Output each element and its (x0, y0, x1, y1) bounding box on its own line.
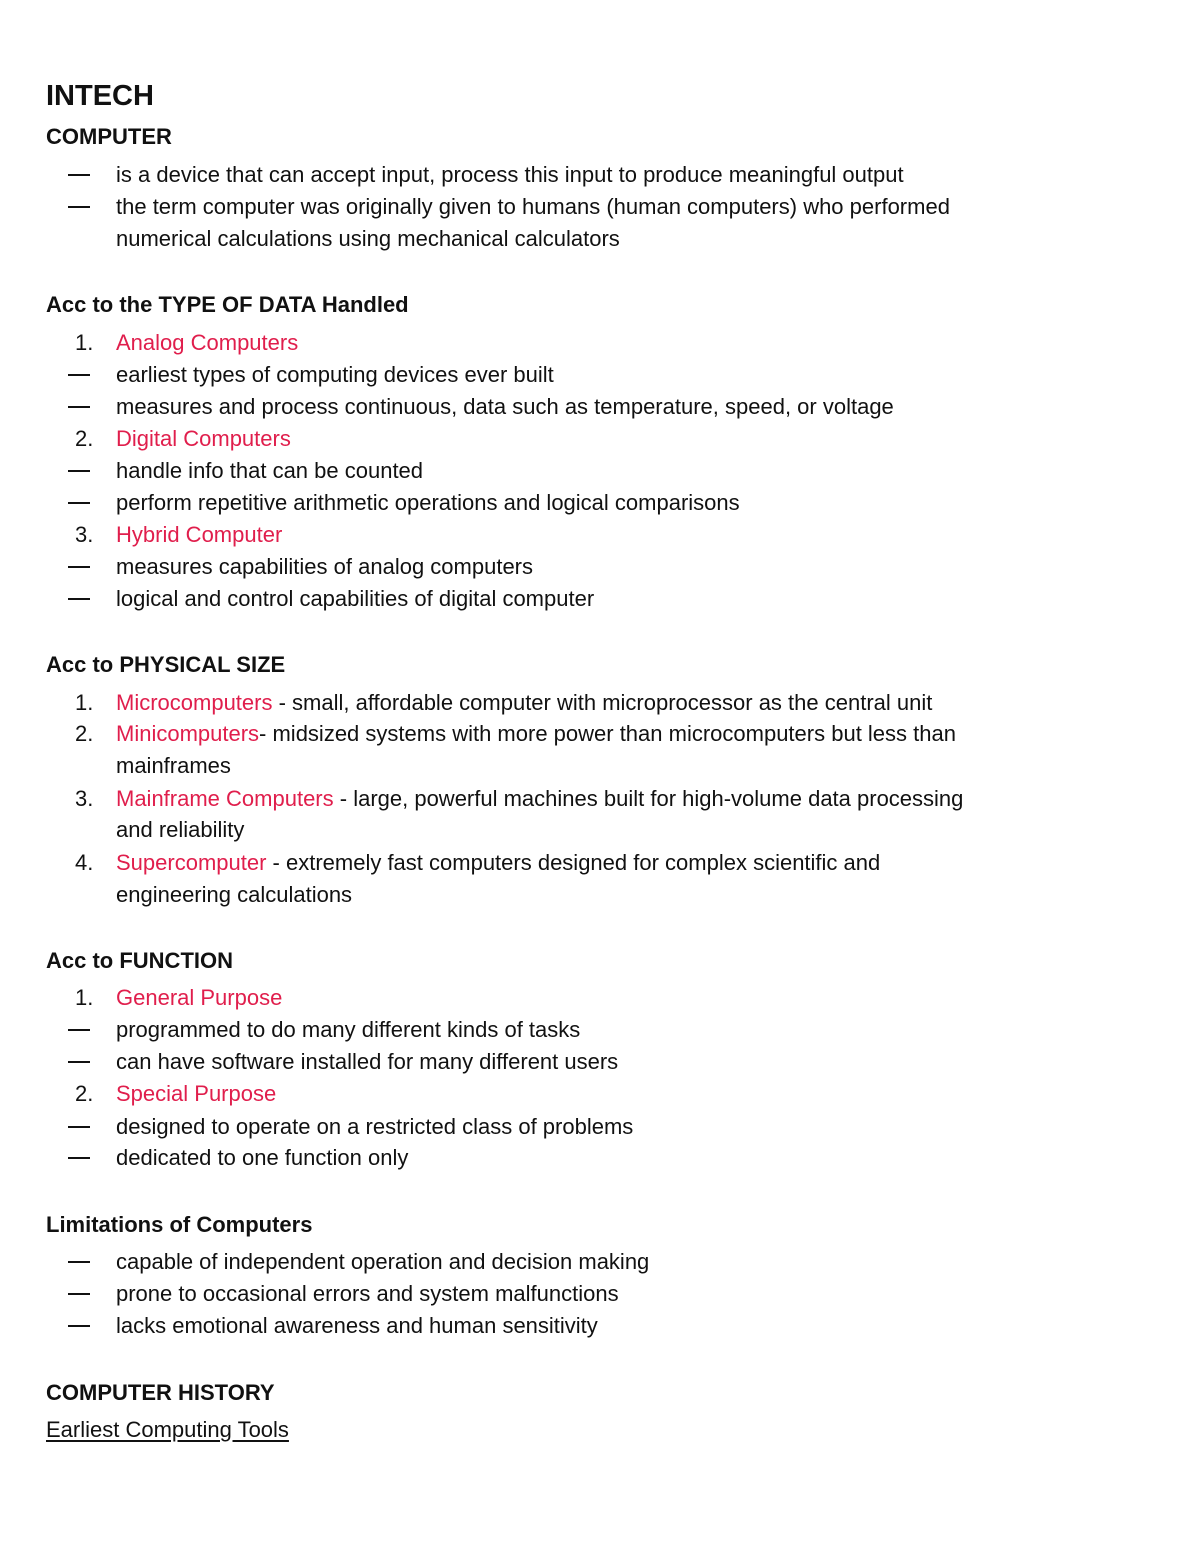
dash-bullet (68, 1061, 90, 1063)
dash-bullet (68, 206, 90, 208)
item-description-continuation: and reliability (116, 817, 245, 842)
subheading-earliest-tools: Earliest Computing Tools (46, 1417, 289, 1442)
dash-bullet (68, 1261, 90, 1263)
bullet-text: measures and process continuous, data such as temperature, speed, or voltage (116, 394, 894, 419)
bullet-text: programmed to do many different kinds of tasks (116, 1017, 581, 1042)
bullet-text: capable of independent operation and decision making (116, 1249, 650, 1274)
dash-bullet (68, 174, 90, 176)
bullet-text: logical and control capabilities of digital computer (116, 586, 595, 611)
list-number: 1. (75, 330, 94, 355)
dash-bullet (68, 1126, 90, 1128)
bullet-text: dedicated to one function only (116, 1145, 409, 1170)
section-heading-computer: COMPUTER (46, 124, 172, 149)
section-heading-function: Acc to FUNCTION (46, 948, 233, 973)
bullet-text: perform repetitive arithmetic operations and logical comparisons (116, 490, 740, 515)
dash-bullet (68, 470, 90, 472)
dash-bullet (68, 502, 90, 504)
item-name-supercomputer: Supercomputer (116, 850, 267, 875)
list-number: 2. (75, 721, 94, 746)
bullet-text: prone to occasional errors and system malfunctions (116, 1281, 619, 1306)
dash-bullet (68, 1325, 90, 1327)
item-name-digital: Digital Computers (116, 426, 291, 451)
list-number: 2. (75, 1081, 94, 1106)
item-name-special-purpose: Special Purpose (116, 1081, 277, 1106)
item-name-general-purpose: General Purpose (116, 985, 283, 1010)
bullet-text: the term computer was originally given to humans (human computers) who performed (116, 194, 950, 219)
list-number: 3. (75, 786, 94, 811)
bullet-text-continuation: numerical calculations using mechanical calculators (116, 226, 620, 251)
list-number: 3. (75, 522, 94, 547)
list-number: 2. (75, 426, 94, 451)
list-item (116, 786, 963, 812)
bullet-text: can have software installed for many different users (116, 1049, 619, 1074)
dash-bullet (68, 1157, 90, 1159)
item-description-continuation: engineering calculations (116, 882, 353, 907)
section-heading-history: COMPUTER HISTORY (46, 1380, 275, 1405)
list-item (116, 850, 880, 876)
item-name-analog: Analog Computers (116, 330, 299, 355)
item-description: - extremely fast computers designed for complex scientific and (266, 850, 881, 875)
bullet-text: earliest types of computing devices ever built (116, 362, 554, 387)
dash-bullet (68, 374, 90, 376)
item-description: - large, powerful machines built for high-volume data processing (333, 786, 964, 811)
dash-bullet (68, 406, 90, 408)
item-name-hybrid: Hybrid Computer (116, 522, 283, 547)
bullet-text: measures capabilities of analog computers (116, 554, 534, 579)
dash-bullet (68, 598, 90, 600)
document-title: INTECH (46, 80, 154, 112)
bullet-text: lacks emotional awareness and human sensitivity (116, 1313, 598, 1338)
section-heading-physical-size: Acc to PHYSICAL SIZE (46, 652, 286, 677)
item-description: - small, affordable computer with microprocessor as the central unit (272, 690, 933, 715)
item-name-minicomputers: Minicomputers (116, 721, 260, 746)
bullet-text: is a device that can accept input, process this input to produce meaningful output (116, 162, 904, 187)
list-number: 1. (75, 690, 94, 715)
bullet-text: designed to operate on a restricted class of problems (116, 1114, 634, 1139)
dash-bullet (68, 1293, 90, 1295)
dash-bullet (68, 566, 90, 568)
list-item (116, 690, 932, 716)
bullet-text: handle info that can be counted (116, 458, 424, 483)
item-description-continuation: mainframes (116, 753, 231, 778)
list-number: 4. (75, 850, 94, 875)
section-heading-type-of-data: Acc to the TYPE OF DATA Handled (46, 292, 409, 317)
item-description: - midsized systems with more power than microcomputers but less than (259, 721, 956, 746)
list-number: 1. (75, 985, 94, 1010)
section-heading-limitations: Limitations of Computers (46, 1212, 313, 1237)
item-name-mainframe: Mainframe Computers (116, 786, 334, 811)
dash-bullet (68, 1029, 90, 1031)
item-name-microcomputers: Microcomputers (116, 690, 273, 715)
list-item (116, 721, 956, 747)
